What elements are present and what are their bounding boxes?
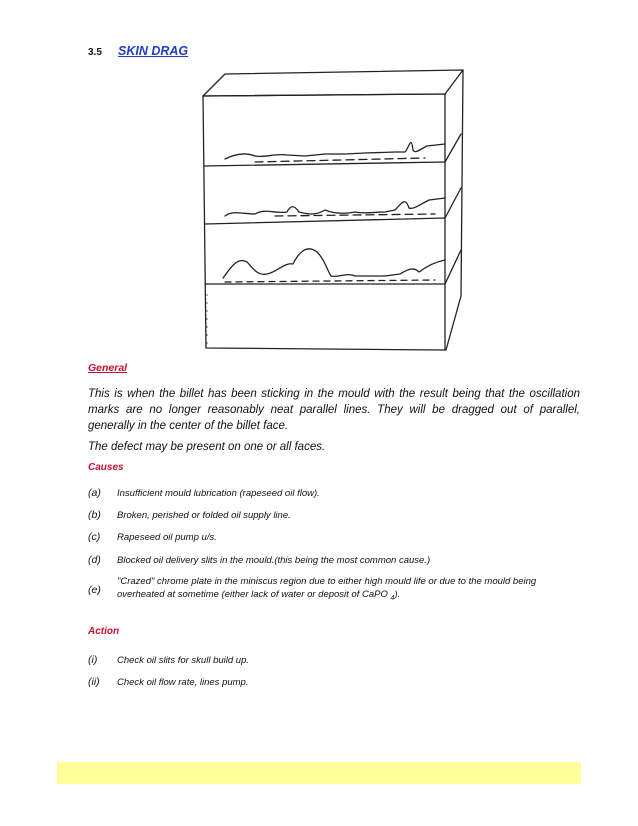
list-item-text: Check oil slits for skull build up.	[117, 654, 249, 666]
general-paragraph-2: The defect may be present on one or all faces.	[88, 441, 326, 453]
list-item-label: (ii)	[88, 676, 100, 688]
list-item	[88, 671, 583, 693]
list-item	[88, 572, 583, 608]
list-item-label: (e)	[88, 584, 101, 596]
section-number: 3.5	[88, 47, 102, 58]
list-item-label: (d)	[88, 554, 101, 566]
general-paragraph: This is when the billet has been sticking in the mould with the result being that the oscillation marks are no longer reasonably neat parallel lines. They will be dragged out of parallel, generally in the center of the billet face.	[88, 388, 580, 432]
subscript: 4	[390, 594, 395, 602]
billet-sketch	[195, 64, 470, 354]
list-item-label: (a)	[88, 487, 101, 499]
section-title: SKIN DRAG	[118, 44, 189, 58]
list-item	[88, 526, 583, 548]
list-item	[88, 504, 583, 526]
list-item	[88, 482, 583, 504]
action-list	[88, 649, 583, 693]
section-heading	[88, 44, 188, 58]
list-item-text-main: "Crazed" chrome plate in the miniscus region due to either high mould life or due to the mould being overheated at sometime (either lack of water or deposit of CaPO	[117, 576, 537, 601]
causes-heading: Causes	[88, 462, 124, 473]
list-item-text: Check oil flow rate, lines pump.	[117, 676, 249, 688]
footer-highlight-bar	[57, 762, 581, 784]
list-item	[88, 548, 583, 572]
list-item-text: Insufficient mould lubrication (rapeseed oil flow).	[117, 487, 320, 499]
list-item-text-suffix: ).	[394, 589, 401, 601]
list-item-text: Broken, perished or folded oil supply line.	[117, 509, 291, 521]
list-item-text	[117, 575, 583, 605]
action-heading: Action	[88, 626, 120, 637]
list-item-label: (b)	[88, 509, 101, 521]
list-item-label: (c)	[88, 531, 101, 543]
list-item-text: Rapeseed oil pump u/s.	[117, 531, 217, 543]
list-item-text: Blocked oil delivery slits in the mould.(this being the most common cause.)	[117, 554, 431, 566]
list-item	[88, 649, 583, 671]
general-heading: General	[88, 362, 128, 374]
list-item-label: (i)	[88, 654, 98, 666]
causes-list	[88, 482, 583, 608]
